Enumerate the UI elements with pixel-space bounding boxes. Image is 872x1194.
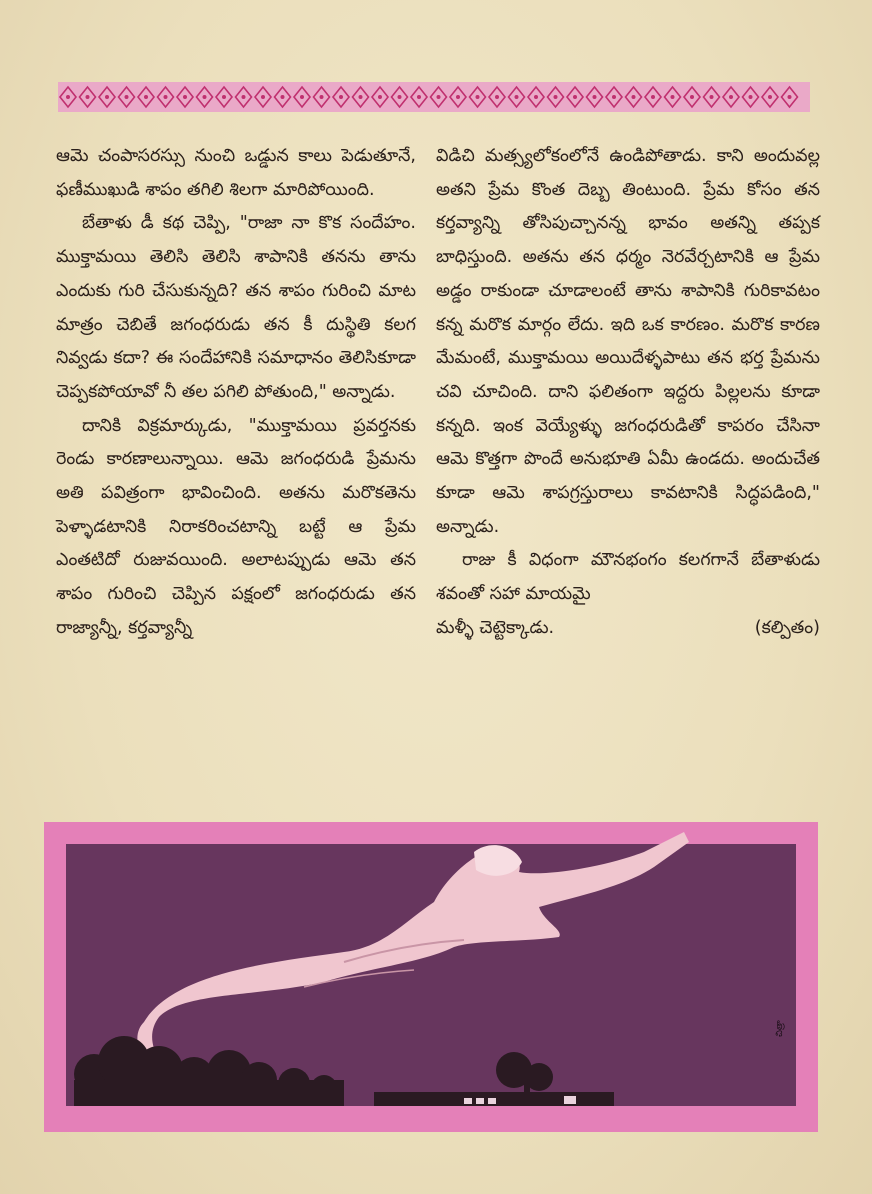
- decorative-border-top: [58, 82, 810, 112]
- ornament-dot: [203, 95, 207, 99]
- ornament-dot: [144, 95, 148, 99]
- ornament-dot: [671, 95, 675, 99]
- story-credit: (కల్పితం): [754, 617, 820, 638]
- ornament-dot: [612, 95, 616, 99]
- article-column-left: [56, 140, 416, 646]
- ornament-dot: [534, 95, 538, 99]
- ornament-dot: [359, 95, 363, 99]
- ornament-dot: [729, 95, 733, 99]
- ornament-dot: [573, 95, 577, 99]
- ornament-dot: [515, 95, 519, 99]
- paragraph-2: బేతాళు డీ కథ చెప్పి, "రాజా నా కొక సందేహం. ముక్తామయి తెలిసి తెలిసి శాపానికి తనను తాను ఎందుకు గురి చేసుకున్నది? తన శాపం గురించి మాట మాత్రం చెబితే జగంధరుడు తన కీ దుస్థితి కలగ నివ్వడు కదా? ఈ సందేహానికి సమాధానం తెలిసికూడా చెప్పకపోయావో నీ తల పగిలి పోతుంది," అన్నాడు.: [56, 213, 416, 402]
- ornament-dot: [222, 95, 226, 99]
- ornament-dot: [125, 95, 129, 99]
- ornament-dot: [378, 95, 382, 99]
- ornament-dot: [339, 95, 343, 99]
- ornament-dot: [710, 95, 714, 99]
- paragraph-1: ఆమె చంపాసరస్సు నుంచి ఒడ్డున కాలు పెడుతూనే, ఫణీముఖుడి శాపం తగిలి శిలగా మారిపోయింది.: [56, 146, 416, 200]
- ornament-dot: [788, 95, 792, 99]
- article-column-right: [436, 140, 820, 646]
- ornament-dot: [456, 95, 460, 99]
- ornament-dot: [749, 95, 753, 99]
- ornament-dot: [651, 95, 655, 99]
- story-illustration: [44, 822, 818, 1132]
- ornament-dot: [417, 95, 421, 99]
- ornament-dot: [476, 95, 480, 99]
- closing-line: [436, 612, 820, 646]
- ornament-dot: [554, 95, 558, 99]
- artist-signature: చిత్రా: [775, 1020, 785, 1037]
- ornament-dot: [105, 95, 109, 99]
- last-line: మళ్ళీ చెట్టెక్కాడు.: [436, 617, 555, 638]
- paragraph-5: రాజు కీ విధంగా మౌనభంగం కలగగానే బేతాళుడు శవంతో సహా మాయమై: [436, 550, 820, 605]
- ornament-dot: [398, 95, 402, 99]
- ornament-dot: [261, 95, 265, 99]
- ornament-dot: [300, 95, 304, 99]
- ornament-dot: [690, 95, 694, 99]
- ornament-dot: [183, 95, 187, 99]
- ornament-dot: [632, 95, 636, 99]
- ornament-dot: [281, 95, 285, 99]
- ornament-dot: [593, 95, 597, 99]
- ornament-dot: [242, 95, 246, 99]
- paragraph-4: విడిచి మత్స్యలోకంలోనే ఉండిపోతాడు. కాని అందువల్ల అతని ప్రేమ కొంత దెబ్బ తింటుంది. ప్రేమ కోసం తన కర్తవ్యాన్ని తోసిపుచ్చానన్న భావం అతన్ని తప్పక బాధిస్తుంది. అతను తన ధర్మం నెరవేర్చటానికి ఆ ప్రేమ అడ్డం రాకుండా చూడాలంటే తాను శాపానికి గురికావటం కన్న మరొక మార్గం లేదు. ఇది ఒక కారణం. మరొక కారణ మేమంటే, ముక్తామయి అయిదేళ్ళపాటు తన భర్త ప్రేమను చవి చూచింది. దాని ఫలితంగా ఇద్దరు పిల్లలను కూడా కన్నది. ఇంక వెయ్యేళ్ళు జగంధరుడితో కాపరం చేసినా ఆమె కొత్తగా పొందే అనుభూతి ఏమీ ఉండదు. అందుచేత కూడా ఆమె శాపగ్రస్తురాలు కావటానికి సిద్ధపడింది," అన్నాడు.: [436, 146, 820, 537]
- ornament-dot: [320, 95, 324, 99]
- paragraph-3: దానికి విక్రమార్కుడు, "ముక్తామయి ప్రవర్తనకు రెండు కారణాలున్నాయి. ఆమె జగంధరుడి ప్రేమను అతి పవిత్రంగా భావించింది. అతను మరొకతెను పెళ్ళాడటానికి నిరాకరించటాన్ని బట్టే ఆ ప్రేమ ఎంతటిదో రుజువయింది. అలాటప్పుడు ఆమె తన శాపం గురించి చెప్పిన పక్షంలో జగంధరుడు తన రాజ్యాన్నీ, కర్తవ్యాన్నీ: [56, 415, 416, 638]
- ornament-dot: [768, 95, 772, 99]
- ornament-dot: [164, 95, 168, 99]
- ornament-dot: [86, 95, 90, 99]
- ornament-dot: [437, 95, 441, 99]
- ornament-dot: [66, 95, 70, 99]
- ornament-dot: [495, 95, 499, 99]
